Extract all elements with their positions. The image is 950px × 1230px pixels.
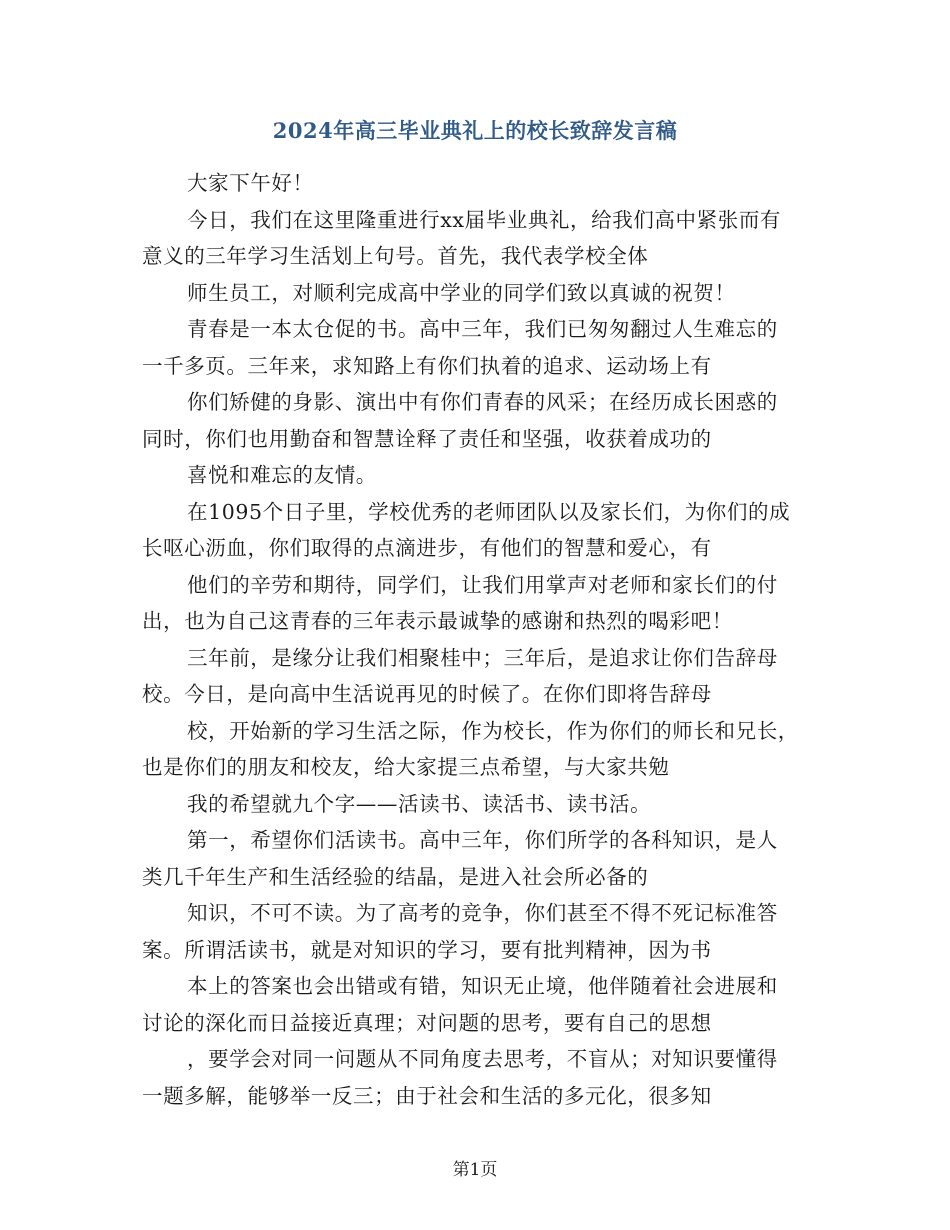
- text-line: 讨论的深化而日益接近真理；对问题的思考，要有自己的思想: [142, 1010, 712, 1035]
- text-line: 也是你们的朋友和校友，给大家提三点希望，与大家共勉: [142, 755, 670, 779]
- text-line: 在1095个日子里，学校优秀的老师团队以及家长们，为你们的成: [187, 499, 791, 524]
- text-line: 校。今日，是向高中生活说再见的时候了。在你们即将告辞母: [142, 682, 712, 706]
- document-title: 2024年高三毕业典礼上的校长致辞发言稿: [272, 118, 678, 143]
- text-line: 我的希望就九个字——活读书、读活书、读书活。: [187, 791, 652, 816]
- text-line: 三年前，是缘分让我们相聚桂中；三年后，是追求让你们告辞母: [187, 645, 778, 670]
- text-line: 出，也为自己这青春的三年表示最诚挚的感谢和热烈的喝彩吧！: [142, 609, 733, 633]
- text-line: 你们矫健的身影、演出中有你们青春的风采；在经历成长困惑的: [187, 390, 778, 414]
- text-line: 一千多页。三年来，求知路上有你们执着的追求、运动场上有: [142, 353, 712, 378]
- text-line: 师生员工，对顺利完成高中学业的同学们致以真诚的祝贺！: [187, 280, 736, 305]
- text-line: 喜悦和难忘的友情。: [187, 463, 377, 487]
- text-line: 案。所谓活读书，就是对知识的学习，要有批判精神，因为书: [142, 937, 712, 962]
- page-number: 第1页: [452, 1160, 498, 1180]
- text-line: 一题多解，能够举一反三；由于社会和生活的多元化，很多知: [142, 1083, 712, 1108]
- text-line: 类几千年生产和生活经验的结晶，是进入社会所必备的: [142, 864, 649, 889]
- text-line: 青春是一本太仓促的书。高中三年，我们已匆匆翻过人生难忘的: [187, 317, 778, 341]
- text-line: 同时，你们也用勤奋和智慧诠释了责任和坚强，收获着成功的: [142, 426, 712, 451]
- text-line: 大家下午好！: [187, 171, 314, 195]
- text-line: 意义的三年学习生活划上句号。首先，我代表学校全体: [142, 244, 649, 268]
- text-line: 长呕心沥血，你们取得的点滴进步，有他们的智慧和爱心，有: [142, 536, 712, 560]
- text-line: 他们的辛劳和期待，同学们，让我们用掌声对老师和家长们的付: [187, 572, 778, 597]
- text-line: 本上的答案也会出错或有错，知识无止境，他伴随着社会进展和: [187, 974, 778, 998]
- text-line: 第一，希望你们活读书。高中三年，你们所学的各科知识，是人: [187, 828, 778, 852]
- text-line: 知识，不可不读。为了高考的竞争，你们甚至不得不死记标准答: [187, 901, 778, 925]
- text-line: 校，开始新的学习生活之际，作为校长，作为你们的师长和兄长，: [187, 718, 799, 743]
- document-body: [142, 165, 812, 1114]
- text-line: 今日，我们在这里隆重进行xx届毕业典礼，给我们高中紧张而有: [187, 207, 782, 232]
- text-line: ，要学会对同一问题从不同角度去思考，不盲从；对知识要懂得: [187, 1047, 778, 1071]
